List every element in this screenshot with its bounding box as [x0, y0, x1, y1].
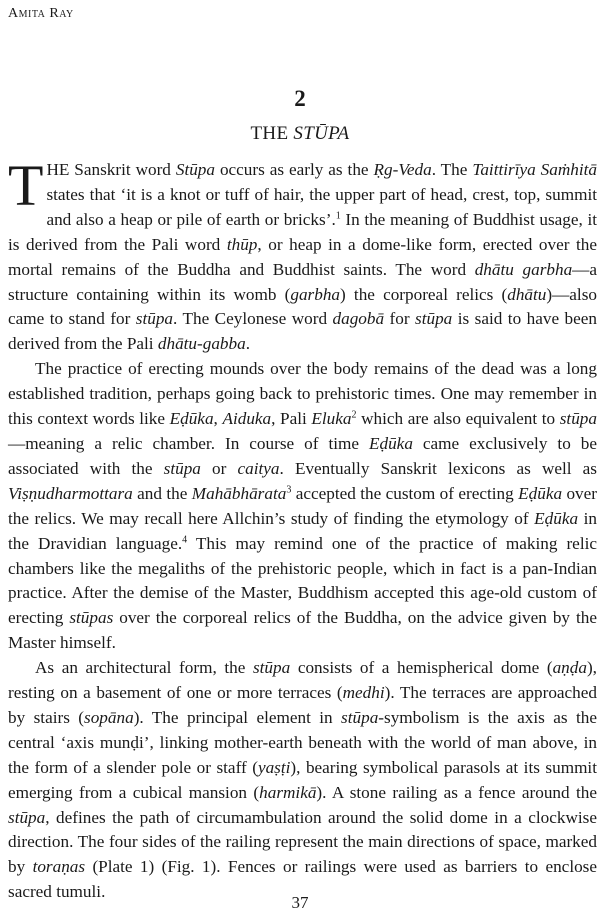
text-run: ). The principal element in — [133, 707, 342, 727]
text-run: states that ‘it is a knot or tuff of hair, the upper part of head, crest, top, summit and also a heap or pile of earth or bricks’. — [46, 184, 597, 229]
text-run: . — [245, 334, 251, 354]
text-run: ). The terraces are approached by stairs ( — [8, 683, 597, 727]
italic-term: Eluka — [311, 409, 352, 429]
italic-term: Eḍūka — [534, 508, 579, 528]
italic-term: stūpa — [8, 807, 46, 827]
italic-term: stūpa — [341, 707, 379, 727]
italic-term: dhātu — [507, 284, 547, 304]
text-run: over the relics. We may recall here Allchin’s study of finding the etymology of — [8, 483, 597, 528]
text-run: -symbolism is the axis as the central ‘axis munḍi’, linking mother-earth beneath with the world of man above, in the form of a slender pole or staff ( — [8, 707, 597, 777]
text-run: occurs as early as the — [215, 160, 374, 179]
italic-term: Aiduka — [222, 409, 272, 429]
italic-term: stūpa — [252, 658, 291, 678]
chapter-number: 2 — [294, 86, 306, 111]
italic-term: harmikā — [259, 782, 317, 802]
italic-term: toraṇas — [32, 857, 86, 877]
text-run: consists of a hemispherical dome ( — [290, 658, 553, 678]
italic-term: caitya — [237, 458, 280, 478]
text-run: or — [200, 458, 238, 478]
italic-term: stūpas — [69, 608, 114, 628]
footnote-ref: 3 — [286, 484, 292, 496]
italic-term: Mahābhārata — [191, 483, 287, 503]
paragraph — [8, 357, 597, 656]
italic-term: dhātu-gabba — [157, 334, 246, 354]
chapter-title-italic: STŪPA — [293, 123, 350, 144]
text-run: over the corporeal relics of the Buddha, on the advice given by the Master himself. — [8, 608, 597, 653]
italic-term: Viṣṇudharmottara — [8, 483, 133, 503]
text-run: The practice of erecting mounds over the body remains of the dead was a long established tradition, perhaps going back to prehistoric times. One may remember in this context words like — [8, 359, 597, 429]
text-run: ), bearing symbolical parasols at its summit emerging from a cubical mansion ( — [8, 757, 597, 802]
footnote-ref: 2 — [351, 409, 357, 421]
italic-term: Ṛg-Veda — [373, 160, 432, 179]
italic-term: stūpa — [559, 409, 597, 429]
text-run: )—also came to stand for — [8, 284, 597, 329]
text-run: (Plate 1) (Fig. 1). Fences or railings were used as barriers to enclose sacred tumuli. — [8, 857, 597, 902]
text-run: As an architectural form, the — [35, 658, 253, 678]
text-run: , — [213, 409, 223, 429]
text-run: This may remind one of the practice of making relic chambers like the megaliths of the prehistoric people, which in fact is a pan-Indian practice. After the demise of the Master, Buddhism accepted this age-old custom of erecting — [8, 533, 597, 628]
drop-cap: T — [8, 153, 44, 218]
footnote-ref: 4 — [182, 533, 188, 545]
text-run: in the Dravidian language. — [8, 508, 597, 553]
italic-term: Taittirīya Saṁhitā — [472, 160, 598, 179]
italic-term: stūpa — [135, 309, 174, 329]
page-number: 37 — [291, 893, 309, 912]
italic-term: dhātu garbha — [474, 259, 573, 279]
text-run: ), resting on a basement of one or more terraces ( — [8, 658, 597, 703]
chapter-title-prefix: THE — [250, 123, 294, 144]
italic-term: stūpa — [163, 458, 201, 478]
italic-term: thūp — [226, 234, 258, 254]
italic-term: stūpa — [415, 309, 453, 329]
text-run: , or heap in a dome-like form, erected over the mortal remains of the Buddha and Buddhist saints. The word — [8, 234, 597, 279]
italic-term: Stūpa — [175, 160, 215, 179]
italic-term: aṇḍa — [552, 658, 587, 678]
text-run: came exclusively to be associated with the — [8, 433, 597, 478]
text-run: . Eventually Sanskrit lexicons as well as — [279, 458, 597, 478]
paragraph-text — [8, 658, 597, 901]
italic-term: Eḍūka — [169, 409, 214, 429]
italic-term: sopāna — [84, 707, 134, 727]
text-run: —meaning a relic chamber. In course of time — [8, 433, 369, 453]
text-run: HE Sanskrit word — [46, 160, 176, 179]
text-run: which are also equivalent to — [356, 409, 560, 429]
paragraph — [8, 656, 597, 905]
paragraph — [8, 153, 598, 357]
running-head: Amita Ray — [8, 6, 74, 21]
text-run: In the meaning of Buddhist usage, it is derived from the Pali word — [8, 209, 597, 254]
italic-term: yaṣṭi — [257, 757, 291, 777]
text-run: ) the corporeal relics ( — [340, 284, 508, 304]
footnote-ref: 1 — [335, 210, 341, 222]
italic-term: medhi — [342, 683, 385, 703]
italic-term: Eḍūka — [369, 433, 413, 453]
italic-term: dagobā — [332, 309, 385, 329]
body-text — [8, 153, 598, 905]
text-run: . The — [431, 160, 473, 179]
paragraph-text — [8, 359, 597, 652]
text-run: , Pali — [271, 409, 312, 429]
text-run: ). A stone railing as a fence around the — [316, 782, 597, 802]
text-run: and the — [132, 483, 192, 503]
text-run: —a structure containing within its womb ( — [8, 259, 597, 304]
text-run: . The Ceylonese word — [173, 309, 333, 329]
text-run: accepted the custom of erecting — [291, 483, 519, 503]
italic-term: garbha — [290, 284, 341, 304]
text-run: is said to have been derived from the Pali — [8, 309, 597, 354]
text-run: , defines the path of circumambulation around the solid dome in a clockwise direction. The four sides of the railing represent the main directions of space, marked by — [8, 807, 597, 877]
italic-term: Eḍūka — [518, 483, 563, 503]
text-run: for — [384, 309, 416, 329]
paragraph-text — [8, 153, 598, 354]
chapter-title — [0, 123, 600, 145]
